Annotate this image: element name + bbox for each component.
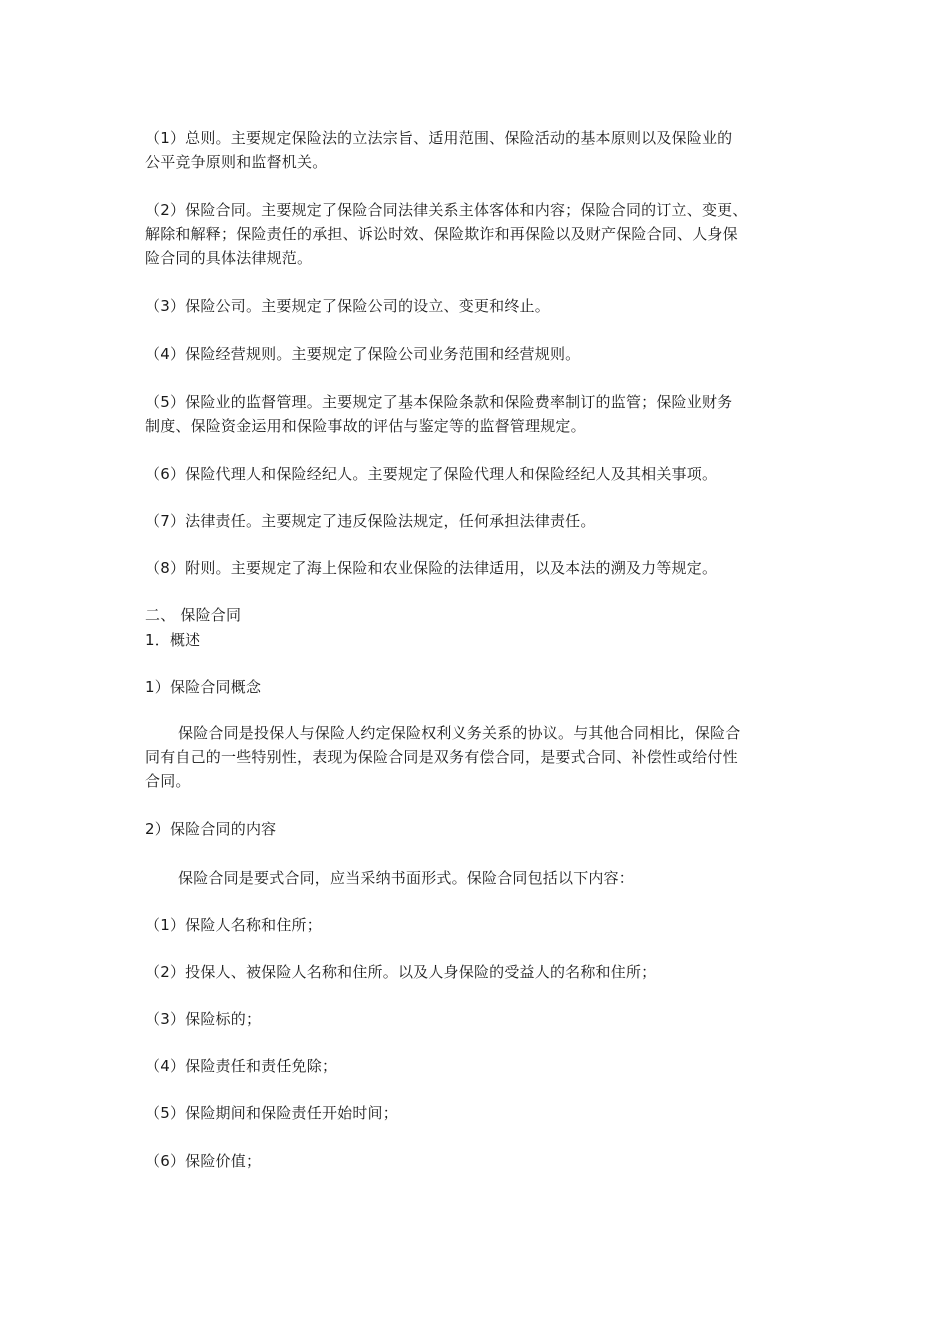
list-item: （5）保险期间和保险责任开始时间； bbox=[145, 1104, 398, 1122]
list-item: （1）保险人名称和住所； bbox=[145, 916, 322, 934]
text-line: （2）保险合同。主要规定了保险合同法律关系主体客体和内容；保险合同的订立、变更、 bbox=[145, 201, 748, 219]
text-line: （6）保险代理人和保险经纪人。主要规定了保险代理人和保险经纪人及其相关事项。 bbox=[145, 465, 718, 483]
list-item: （3）保险标的； bbox=[145, 1010, 262, 1028]
list-item: （6）保险价值； bbox=[145, 1152, 262, 1170]
subsection-heading: 1．概述 bbox=[145, 631, 201, 649]
text-line: 制度、保险资金运用和保险事故的评估与鉴定等的监督管理规定。 bbox=[145, 417, 586, 435]
text-line: 险合同的具体法律规范。 bbox=[145, 249, 313, 267]
subsection-heading: 1）保险合同概念 bbox=[145, 678, 262, 696]
subsection-heading: 2）保险合同的内容 bbox=[145, 820, 277, 838]
text-line: （4）保险经营规则。主要规定了保险公司业务范围和经营规则。 bbox=[145, 345, 581, 363]
list-item: （4）保险责任和责任免除； bbox=[145, 1057, 338, 1075]
text-line: （7）法律责任。主要规定了违反保险法规定，任何承担法律责任。 bbox=[145, 512, 596, 530]
text-line: （3）保险公司。主要规定了保险公司的设立、变更和终止。 bbox=[145, 297, 550, 315]
text-line: 合同。 bbox=[145, 772, 191, 790]
text-line: 公平竞争原则和监督机关。 bbox=[145, 153, 328, 171]
section-heading: 二、 保险合同 bbox=[145, 606, 242, 624]
text-line: 保险合同是要式合同，应当采纳书面形式。保险合同包括以下内容： bbox=[178, 869, 635, 887]
text-line: （1）总则。主要规定保险法的立法宗旨、适用范围、保险活动的基本原则以及保险业的 bbox=[145, 129, 733, 147]
text-line: （8）附则。主要规定了海上保险和农业保险的法律适用，以及本法的溯及力等规定。 bbox=[145, 559, 718, 577]
text-line: （5）保险业的监督管理。主要规定了基本保险条款和保险费率制订的监管；保险业财务 bbox=[145, 393, 733, 411]
list-item: （2）投保人、被保险人名称和住所。以及人身保险的受益人的名称和住所； bbox=[145, 963, 657, 981]
text-line: 保险合同是投保人与保险人约定保险权利义务关系的协议。与其他合同相比，保险合 bbox=[178, 724, 741, 742]
text-line: 解除和解释；保险责任的承担、诉讼时效、保险欺诈和再保险以及财产保险合同、人身保 bbox=[145, 225, 738, 243]
text-line: 同有自己的一些特别性，表现为保险合同是双务有偿合同，是要式合同、补偿性或给付性 bbox=[145, 748, 738, 766]
